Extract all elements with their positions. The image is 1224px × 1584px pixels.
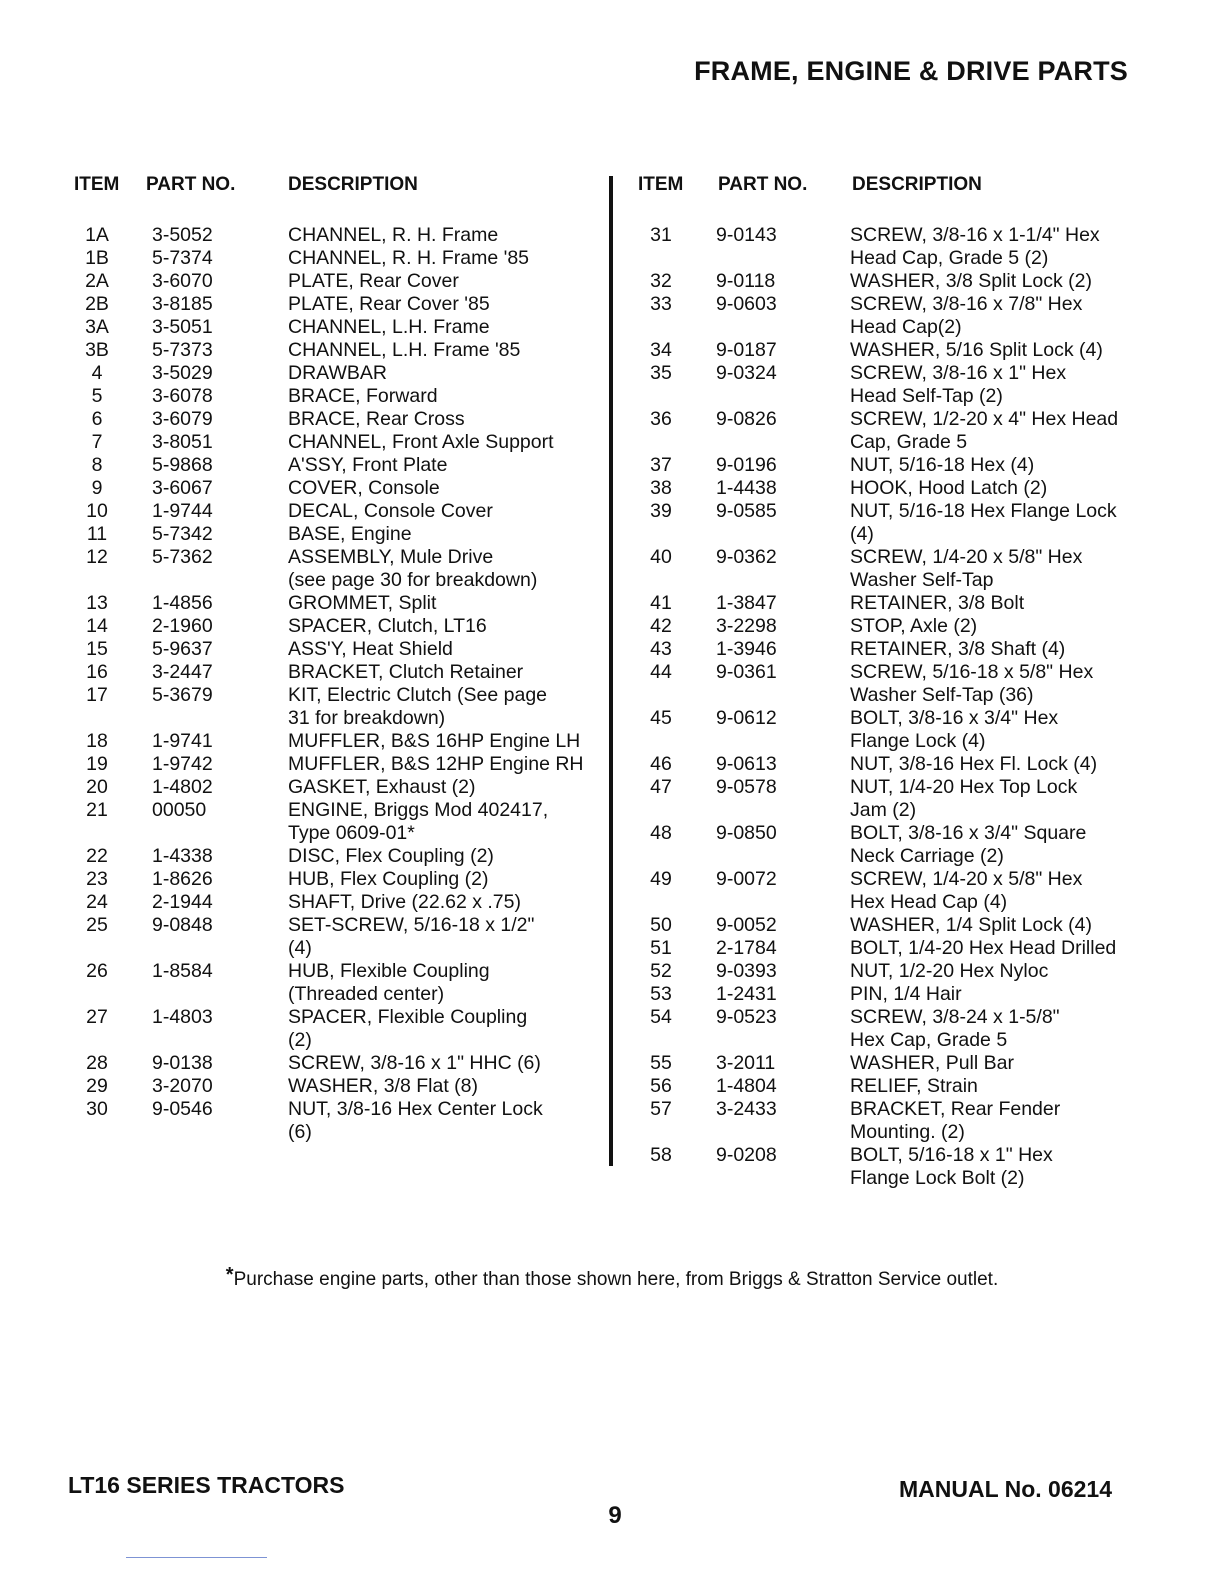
- parts-row: [72, 799, 612, 845]
- footnote-text: Purchase engine parts, other than those shown here, from Briggs & Stratton Service outlet.: [233, 1269, 999, 1290]
- item-number: 53: [650, 983, 672, 1005]
- part-number: 1-4856: [152, 592, 213, 614]
- part-description: SCREW, 1/2-20 x 4" Hex Head Cap, Grade 5: [850, 408, 1119, 453]
- part-description: NUT, 5/16-18 Hex (4): [850, 454, 1035, 476]
- part-number: 9-0361: [716, 661, 777, 683]
- part-description: SCREW, 3/8-16 x 1-1/4" Hex Head Cap, Grade 5 (2): [850, 224, 1100, 269]
- part-description: NUT, 3/8-16 Hex Center Lock (6): [288, 1098, 543, 1143]
- part-number: 5-7362: [152, 546, 213, 568]
- parts-row: [72, 914, 612, 960]
- parts-row: [636, 753, 1156, 776]
- part-number: 1-4338: [152, 845, 213, 867]
- parts-row: [636, 960, 1156, 983]
- part-description: NUT, 5/16-18 Hex Flange Lock (4): [850, 500, 1117, 545]
- parts-row: [72, 661, 612, 684]
- parts-row: [72, 845, 612, 868]
- parts-row: [72, 224, 612, 247]
- parts-row: [636, 362, 1156, 408]
- parts-row: [72, 454, 612, 477]
- part-description: ASSEMBLY, Mule Drive (see page 30 for breakdown): [288, 546, 538, 591]
- item-number: 19: [86, 753, 108, 775]
- part-description: DRAWBAR: [288, 362, 387, 384]
- part-description: SET-SCREW, 5/16-18 x 1/2" (4): [288, 914, 535, 959]
- parts-row: [72, 638, 612, 661]
- parts-row: [72, 1098, 612, 1144]
- item-number: 28: [86, 1052, 108, 1074]
- item-number: 11: [86, 523, 108, 545]
- description-header: DESCRIPTION: [288, 174, 418, 195]
- part-description: WASHER, 5/16 Split Lock (4): [850, 339, 1103, 361]
- footer-series: LT16 SERIES TRACTORS: [68, 1472, 345, 1498]
- item-number: 30: [86, 1098, 108, 1120]
- part-number: 1-9742: [152, 753, 213, 775]
- parts-row: [72, 868, 612, 891]
- parts-row: [636, 1075, 1156, 1098]
- part-number: 2-1960: [152, 615, 213, 637]
- part-number: 1-8584: [152, 960, 213, 982]
- parts-row: [636, 546, 1156, 592]
- item-number: 49: [650, 868, 672, 890]
- part-description: BASE, Engine: [288, 523, 412, 545]
- part-number: 1-4803: [152, 1006, 213, 1028]
- part-number: 9-0585: [716, 500, 777, 522]
- part-description: ASS'Y, Heat Shield: [288, 638, 453, 660]
- part-number: 9-0546: [152, 1098, 213, 1120]
- part-number: 3-2433: [716, 1098, 777, 1120]
- item-number: 9: [91, 477, 103, 499]
- item-number: 37: [650, 454, 672, 476]
- item-number: 6: [91, 408, 103, 430]
- item-number: 48: [650, 822, 672, 844]
- item-number: 27: [86, 1006, 108, 1028]
- parts-row: [72, 385, 612, 408]
- parts-row: [636, 339, 1156, 362]
- footnote: [0, 1264, 1224, 1291]
- parts-row: [72, 546, 612, 592]
- part-number: 9-0187: [716, 339, 777, 361]
- part-number: 9-0578: [716, 776, 777, 798]
- part-description: RETAINER, 3/8 Shaft (4): [850, 638, 1066, 660]
- parts-row: [72, 592, 612, 615]
- part-number: 3-2447: [152, 661, 213, 683]
- part-number: 1-2431: [716, 983, 777, 1005]
- part-description: BOLT, 3/8-16 x 3/4" Hex Flange Lock (4): [850, 707, 1059, 752]
- part-description: CHANNEL, L.H. Frame: [288, 316, 490, 338]
- part-description: SPACER, Clutch, LT16: [288, 615, 487, 637]
- part-number: 9-0118: [716, 270, 776, 292]
- part-number: 9-0523: [716, 1006, 777, 1028]
- part-description: HUB, Flex Coupling (2): [288, 868, 489, 890]
- part-number: 5-9868: [152, 454, 213, 476]
- part-description: CHANNEL, R. H. Frame: [288, 224, 499, 246]
- parts-row: [636, 638, 1156, 661]
- page-title: FRAME, ENGINE & DRIVE PARTS: [694, 56, 1128, 86]
- part-description: BRACE, Forward: [288, 385, 438, 407]
- footer-manual-number: MANUAL No. 06214: [898, 1476, 1112, 1502]
- part-number: 9-0362: [716, 546, 777, 568]
- item-number: 54: [650, 1006, 672, 1028]
- part-description: A'SSY, Front Plate: [288, 454, 448, 476]
- part-description: WASHER, 1/4 Split Lock (4): [850, 914, 1093, 936]
- part-number: 3-6079: [152, 408, 213, 430]
- part-number: 9-0603: [716, 293, 777, 315]
- item-header: ITEM: [74, 174, 120, 195]
- part-description: SCREW, 1/4-20 x 5/8" Hex Hex Head Cap (4): [850, 868, 1083, 913]
- right-column-header: [636, 174, 1156, 224]
- parts-row: [636, 776, 1156, 822]
- parts-row: [72, 408, 612, 431]
- part-description: SHAFT, Drive (22.62 x .75): [288, 891, 521, 913]
- item-number: 5: [91, 385, 103, 407]
- item-number: 46: [650, 753, 672, 775]
- part-number: 9-0143: [716, 224, 777, 246]
- item-number: 21: [86, 799, 108, 821]
- parts-row: [72, 1052, 612, 1075]
- item-number: 1A: [85, 224, 109, 246]
- parts-row: [72, 316, 612, 339]
- part-description: BRACKET, Rear Fender Mounting. (2): [850, 1098, 1061, 1143]
- part-description: RELIEF, Strain: [850, 1075, 978, 1097]
- parts-row: [636, 592, 1156, 615]
- parts-row: [636, 500, 1156, 546]
- part-description: BOLT, 3/8-16 x 3/4" Square Neck Carriage (2): [850, 822, 1087, 867]
- part-number: 9-0612: [716, 707, 777, 729]
- parts-row: [636, 707, 1156, 753]
- part-number: 1-4802: [152, 776, 213, 798]
- parts-row: [72, 776, 612, 799]
- left-parts-column: [72, 174, 612, 1144]
- part-number: 3-8185: [152, 293, 213, 315]
- part-number: 3-2070: [152, 1075, 213, 1097]
- parts-row: [72, 615, 612, 638]
- item-number: 7: [91, 431, 103, 453]
- item-number: 42: [650, 615, 672, 637]
- part-number: 1-4804: [716, 1075, 777, 1097]
- part-number: 2-1784: [716, 937, 777, 959]
- parts-row: [72, 891, 612, 914]
- parts-row: [72, 523, 612, 546]
- item-number: 18: [86, 730, 108, 752]
- parts-row: [636, 293, 1156, 339]
- right-parts-list: [636, 224, 1156, 1190]
- parts-row: [72, 293, 612, 316]
- item-number: 2B: [85, 293, 109, 315]
- item-number: 56: [650, 1075, 672, 1097]
- part-description: HUB, Flexible Coupling (Threaded center): [288, 960, 490, 1005]
- item-number: 41: [650, 592, 672, 614]
- parts-row: [636, 868, 1156, 914]
- part-number: 9-0850: [716, 822, 777, 844]
- item-number: 20: [86, 776, 108, 798]
- description-header: DESCRIPTION: [852, 174, 982, 195]
- footnote-asterisk: *: [225, 1264, 234, 1286]
- item-number: 8: [91, 454, 103, 476]
- item-number: 44: [650, 661, 672, 683]
- item-number: 34: [650, 339, 672, 361]
- part-number: 00050: [152, 799, 207, 821]
- part-description: GASKET, Exhaust (2): [288, 776, 476, 798]
- parts-row: [636, 477, 1156, 500]
- parts-row: [636, 270, 1156, 293]
- parts-row: [72, 431, 612, 454]
- item-number: 14: [86, 615, 108, 637]
- parts-row: [72, 339, 612, 362]
- parts-row: [72, 753, 612, 776]
- parts-row: [636, 1006, 1156, 1052]
- parts-row: [636, 822, 1156, 868]
- part-number: 1-3946: [716, 638, 777, 660]
- item-number: 13: [86, 592, 108, 614]
- item-number: 47: [650, 776, 672, 798]
- part-description: BOLT, 5/16-18 x 1" Hex Flange Lock Bolt (2): [850, 1144, 1053, 1189]
- item-number: 33: [650, 293, 672, 315]
- item-number: 25: [86, 914, 108, 936]
- parts-row: [72, 270, 612, 293]
- part-number: 9-0072: [716, 868, 777, 890]
- parts-row: [636, 1098, 1156, 1144]
- part-number: 9-0138: [152, 1052, 213, 1074]
- left-column-header: [72, 174, 612, 224]
- part-description: PIN, 1/4 Hair: [850, 983, 962, 1005]
- part-no-header: PART NO.: [718, 174, 808, 195]
- parts-row: [72, 477, 612, 500]
- part-number: 3-6067: [152, 477, 213, 499]
- part-description: HOOK, Hood Latch (2): [850, 477, 1048, 499]
- parts-row: [636, 224, 1156, 270]
- parts-row: [636, 615, 1156, 638]
- item-number: 39: [650, 500, 672, 522]
- part-number: 1-9741: [152, 730, 213, 752]
- part-description: WASHER, 3/8 Flat (8): [288, 1075, 478, 1097]
- part-description: WASHER, Pull Bar: [850, 1052, 1014, 1074]
- item-number: 4: [91, 362, 103, 384]
- part-number: 1-9744: [152, 500, 213, 522]
- item-number: 51: [650, 937, 672, 959]
- part-description: NUT, 1/2-20 Hex Nyloc: [850, 960, 1049, 982]
- parts-row: [636, 454, 1156, 477]
- left-parts-list: [72, 224, 612, 1144]
- part-number: 9-0324: [716, 362, 777, 384]
- part-description: PLATE, Rear Cover: [288, 270, 459, 292]
- part-number: 3-2011: [716, 1052, 776, 1074]
- part-description: WASHER, 3/8 Split Lock (2): [850, 270, 1093, 292]
- parts-row: [636, 983, 1156, 1006]
- column-divider: [609, 176, 613, 1166]
- item-number: 10: [86, 500, 108, 522]
- part-number: 3-6070: [152, 270, 213, 292]
- parts-row: [72, 730, 612, 753]
- item-number: 45: [650, 707, 672, 729]
- item-number: 52: [650, 960, 672, 982]
- part-description: BRACE, Rear Cross: [288, 408, 465, 430]
- parts-row: [636, 661, 1156, 707]
- part-number: 3-5029: [152, 362, 213, 384]
- part-number: 2-1944: [152, 891, 213, 913]
- item-number: 50: [650, 914, 672, 936]
- item-number: 32: [650, 270, 672, 292]
- parts-row: [636, 937, 1156, 960]
- parts-row: [636, 408, 1156, 454]
- part-number: 9-0052: [716, 914, 777, 936]
- item-number: 38: [650, 477, 672, 499]
- part-description: GROMMET, Split: [288, 592, 437, 614]
- part-description: MUFFLER, B&S 12HP Engine RH: [288, 753, 584, 775]
- part-number: 3-5052: [152, 224, 213, 246]
- item-number: 26: [86, 960, 108, 982]
- parts-row: [72, 247, 612, 270]
- item-header: ITEM: [638, 174, 684, 195]
- part-description: SCREW, 3/8-24 x 1-5/8" Hex Cap, Grade 5: [850, 1006, 1060, 1051]
- item-number: 40: [650, 546, 672, 568]
- right-parts-column: [636, 174, 1156, 1190]
- part-description: NUT, 1/4-20 Hex Top Lock Jam (2): [850, 776, 1078, 821]
- item-number: 3A: [85, 316, 109, 338]
- parts-row: [72, 684, 612, 730]
- part-description: SPACER, Flexible Coupling (2): [288, 1006, 528, 1051]
- item-number: 43: [650, 638, 672, 660]
- parts-row: [636, 914, 1156, 937]
- part-number: 3-6078: [152, 385, 213, 407]
- part-description: SCREW, 3/8-16 x 1" Hex Head Self-Tap (2): [850, 362, 1067, 407]
- item-number: 15: [86, 638, 108, 660]
- item-number: 29: [86, 1075, 108, 1097]
- part-number: 9-0196: [716, 454, 777, 476]
- part-description: STOP, Axle (2): [850, 615, 978, 637]
- item-number: 12: [86, 546, 108, 568]
- parts-row: [72, 1006, 612, 1052]
- part-number: 5-7342: [152, 523, 213, 545]
- part-description: SCREW, 1/4-20 x 5/8" Hex Washer Self-Tap: [850, 546, 1083, 591]
- part-number: 3-8051: [152, 431, 213, 453]
- part-number: 9-0393: [716, 960, 777, 982]
- part-number: 3-2298: [716, 615, 777, 637]
- part-description: BOLT, 1/4-20 Hex Head Drilled: [850, 937, 1117, 959]
- parts-row: [72, 362, 612, 385]
- parts-row: [72, 960, 612, 1006]
- part-number: 9-0613: [716, 753, 777, 775]
- part-description: CHANNEL, L.H. Frame '85: [288, 339, 521, 361]
- item-number: 3B: [85, 339, 109, 361]
- item-number: 16: [86, 661, 108, 683]
- item-number: 57: [650, 1098, 672, 1120]
- item-number: 23: [86, 868, 108, 890]
- part-description: SCREW, 3/8-16 x 1" HHC (6): [288, 1052, 541, 1074]
- part-description: SCREW, 3/8-16 x 7/8" Hex Head Cap(2): [850, 293, 1083, 338]
- part-number: 5-7374: [152, 247, 213, 269]
- decorative-underline: [126, 1557, 267, 1558]
- part-number: 3-5051: [152, 316, 213, 338]
- item-number: 58: [650, 1144, 672, 1166]
- part-number: 9-0848: [152, 914, 213, 936]
- part-number: 1-4438: [716, 477, 777, 499]
- part-description: CHANNEL, R. H. Frame '85: [288, 247, 530, 269]
- item-number: 55: [650, 1052, 672, 1074]
- part-number: 1-3847: [716, 592, 777, 614]
- part-description: KIT, Electric Clutch (See page 31 for breakdown): [288, 684, 548, 729]
- part-number: 5-9637: [152, 638, 213, 660]
- part-description: NUT, 3/8-16 Hex Fl. Lock (4): [850, 753, 1098, 775]
- part-number: 5-3679: [152, 684, 213, 706]
- item-number: 22: [86, 845, 108, 867]
- parts-row: [72, 500, 612, 523]
- item-number: 31: [650, 224, 672, 246]
- part-description: DISC, Flex Coupling (2): [288, 845, 494, 867]
- part-description: MUFFLER, B&S 16HP Engine LH: [288, 730, 581, 752]
- parts-row: [636, 1052, 1156, 1075]
- part-description: RETAINER, 3/8 Bolt: [850, 592, 1025, 614]
- page-number: 9: [608, 1502, 622, 1529]
- item-number: 24: [86, 891, 108, 913]
- part-no-header: PART NO.: [146, 174, 236, 195]
- item-number: 36: [650, 408, 672, 430]
- part-description: CHANNEL, Front Axle Support: [288, 431, 554, 453]
- part-description: PLATE, Rear Cover '85: [288, 293, 490, 315]
- part-number: 1-8626: [152, 868, 213, 890]
- parts-row: [72, 1075, 612, 1098]
- part-description: COVER, Console: [288, 477, 440, 499]
- item-number: 2A: [85, 270, 109, 292]
- part-description: ENGINE, Briggs Mod 402417, Type 0609-01*: [288, 799, 549, 844]
- item-number: 1B: [85, 247, 109, 269]
- item-number: 17: [86, 684, 108, 706]
- part-number: 9-0826: [716, 408, 777, 430]
- part-description: SCREW, 5/16-18 x 5/8" Hex Washer Self-Tap (36): [850, 661, 1094, 706]
- item-number: 35: [650, 362, 672, 384]
- part-description: DECAL, Console Cover: [288, 500, 493, 522]
- part-number: 9-0208: [716, 1144, 777, 1166]
- part-number: 5-7373: [152, 339, 213, 361]
- parts-row: [636, 1144, 1156, 1190]
- part-description: BRACKET, Clutch Retainer: [288, 661, 524, 683]
